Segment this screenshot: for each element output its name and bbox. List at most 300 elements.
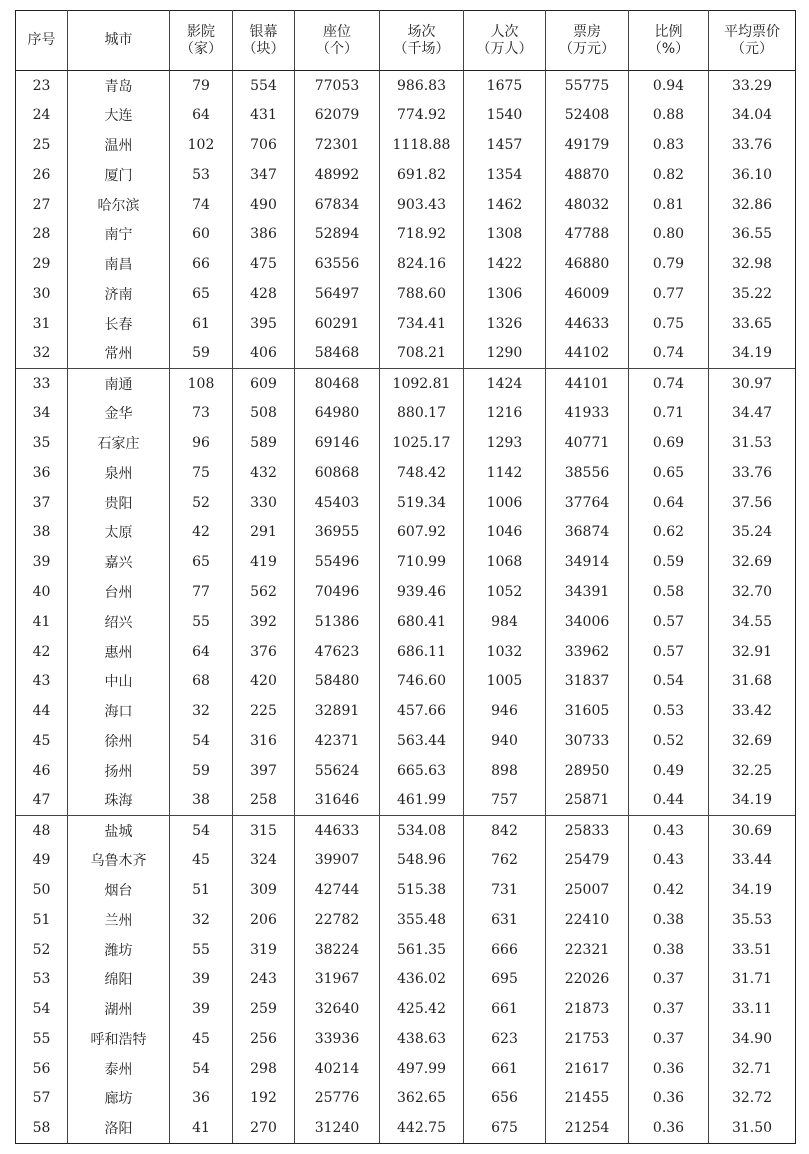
table-row [16, 339, 796, 369]
cell-screens: 706 [233, 130, 295, 160]
cell-shows: 746.60 [380, 666, 464, 696]
cell-share: 0.74 [629, 339, 709, 369]
table-row [16, 696, 796, 726]
cell-admissions: 1052 [464, 577, 546, 607]
cell-rank: 45 [16, 726, 68, 756]
cell-share: 0.58 [629, 577, 709, 607]
cell-avg-price: 31.68 [709, 666, 796, 696]
cell-seats: 42371 [295, 726, 380, 756]
cell-city: 潍坊 [68, 935, 170, 965]
cell-city: 绍兴 [68, 607, 170, 637]
cell-avg-price: 32.86 [709, 190, 796, 220]
header-box-office-unit: （万元） [559, 40, 615, 57]
cell-admissions: 675 [464, 1113, 546, 1143]
header-shows-unit: （千场） [393, 40, 450, 57]
cell-share: 0.53 [629, 696, 709, 726]
cell-seats: 31967 [295, 964, 380, 994]
cell-city: 南通 [68, 368, 170, 398]
cell-cinemas: 73 [170, 398, 233, 428]
cell-rank: 49 [16, 845, 68, 875]
cell-admissions: 1005 [464, 666, 546, 696]
cell-seats: 48992 [295, 160, 380, 190]
table-row [16, 756, 796, 786]
cell-screens: 397 [233, 756, 295, 786]
cell-screens: 259 [233, 994, 295, 1024]
cell-cinemas: 45 [170, 1024, 233, 1054]
cell-shows: 939.46 [380, 577, 464, 607]
table-row [16, 994, 796, 1024]
cell-city: 嘉兴 [68, 547, 170, 577]
cell-shows: 607.92 [380, 517, 464, 547]
cell-rank: 57 [16, 1084, 68, 1114]
header-rank [16, 11, 68, 71]
cell-share: 0.38 [629, 935, 709, 965]
cell-seats: 32640 [295, 994, 380, 1024]
header-avg-price [709, 11, 796, 71]
cell-cinemas: 42 [170, 517, 233, 547]
cell-cinemas: 36 [170, 1084, 233, 1114]
cell-cinemas: 79 [170, 71, 233, 101]
cell-seats: 47623 [295, 637, 380, 667]
cell-avg-price: 33.51 [709, 935, 796, 965]
cell-share: 0.64 [629, 488, 709, 518]
cell-box-office: 36874 [546, 517, 629, 547]
cell-box-office: 31605 [546, 696, 629, 726]
cell-seats: 22782 [295, 905, 380, 935]
header-city [68, 11, 170, 71]
cell-shows: 561.35 [380, 935, 464, 965]
table-header-row [16, 11, 796, 71]
cell-share: 0.88 [629, 100, 709, 130]
cell-share: 0.81 [629, 190, 709, 220]
table-row [16, 368, 796, 398]
cell-share: 0.37 [629, 994, 709, 1024]
cell-city: 青岛 [68, 71, 170, 101]
cell-cinemas: 52 [170, 488, 233, 518]
cell-avg-price: 36.10 [709, 160, 796, 190]
cell-cinemas: 68 [170, 666, 233, 696]
cell-box-office: 41933 [546, 398, 629, 428]
cell-seats: 42744 [295, 875, 380, 905]
cell-rank: 55 [16, 1024, 68, 1054]
cell-box-office: 46009 [546, 279, 629, 309]
cell-avg-price: 34.90 [709, 1024, 796, 1054]
cell-cinemas: 54 [170, 726, 233, 756]
cell-rank: 51 [16, 905, 68, 935]
cell-avg-price: 33.65 [709, 309, 796, 339]
cell-avg-price: 33.29 [709, 71, 796, 101]
cell-shows: 734.41 [380, 309, 464, 339]
cell-avg-price: 36.55 [709, 219, 796, 249]
cell-box-office: 22026 [546, 964, 629, 994]
cell-admissions: 1142 [464, 458, 546, 488]
cell-screens: 309 [233, 875, 295, 905]
cell-avg-price: 30.97 [709, 368, 796, 398]
cell-screens: 347 [233, 160, 295, 190]
cell-avg-price: 35.24 [709, 517, 796, 547]
cell-shows: 563.44 [380, 726, 464, 756]
cell-box-office: 44101 [546, 368, 629, 398]
cell-city: 常州 [68, 339, 170, 369]
cell-avg-price: 34.19 [709, 339, 796, 369]
header-share-label: 比例 [654, 23, 683, 40]
cell-cinemas: 32 [170, 905, 233, 935]
cell-seats: 64980 [295, 398, 380, 428]
cell-avg-price: 31.50 [709, 1113, 796, 1143]
table-row [16, 1024, 796, 1054]
cell-seats: 25776 [295, 1084, 380, 1114]
cell-city: 兰州 [68, 905, 170, 935]
cell-seats: 70496 [295, 577, 380, 607]
header-cinemas [170, 11, 233, 71]
cell-avg-price: 34.55 [709, 607, 796, 637]
cell-admissions: 661 [464, 1054, 546, 1084]
cell-city: 南昌 [68, 249, 170, 279]
cell-box-office: 37764 [546, 488, 629, 518]
cell-seats: 52894 [295, 219, 380, 249]
table-body [16, 71, 796, 1144]
cell-city: 贵阳 [68, 488, 170, 518]
cell-cinemas: 59 [170, 339, 233, 369]
box-office-table [15, 10, 796, 1144]
cell-share: 0.79 [629, 249, 709, 279]
table-row [16, 577, 796, 607]
cell-box-office: 38556 [546, 458, 629, 488]
cell-city: 廊坊 [68, 1084, 170, 1114]
cell-shows: 534.08 [380, 815, 464, 845]
cell-seats: 69146 [295, 428, 380, 458]
cell-share: 0.44 [629, 786, 709, 816]
cell-city: 泉州 [68, 458, 170, 488]
table-row [16, 1113, 796, 1143]
cell-rank: 35 [16, 428, 68, 458]
cell-rank: 28 [16, 219, 68, 249]
cell-shows: 1025.17 [380, 428, 464, 458]
cell-city: 石家庄 [68, 428, 170, 458]
cell-cinemas: 75 [170, 458, 233, 488]
cell-cinemas: 64 [170, 637, 233, 667]
cell-screens: 376 [233, 637, 295, 667]
cell-admissions: 1306 [464, 279, 546, 309]
cell-cinemas: 38 [170, 786, 233, 816]
cell-cinemas: 64 [170, 100, 233, 130]
cell-rank: 42 [16, 637, 68, 667]
cell-city: 湖州 [68, 994, 170, 1024]
cell-share: 0.36 [629, 1054, 709, 1084]
cell-screens: 270 [233, 1113, 295, 1143]
table-row [16, 964, 796, 994]
header-admissions-unit: （万人） [476, 40, 533, 57]
header-rank-label: 序号 [27, 32, 56, 48]
cell-rank: 36 [16, 458, 68, 488]
table-row [16, 309, 796, 339]
cell-box-office: 49179 [546, 130, 629, 160]
cell-screens: 316 [233, 726, 295, 756]
cell-shows: 680.41 [380, 607, 464, 637]
cell-city: 厦门 [68, 160, 170, 190]
header-box-office-label: 票房 [573, 23, 601, 40]
cell-screens: 206 [233, 905, 295, 935]
cell-seats: 58480 [295, 666, 380, 696]
header-city-label: 城市 [104, 32, 133, 48]
header-seats-label: 座位 [323, 23, 351, 40]
cell-city: 绵阳 [68, 964, 170, 994]
table-row [16, 71, 796, 101]
cell-cinemas: 65 [170, 547, 233, 577]
cell-admissions: 661 [464, 994, 546, 1024]
cell-city: 徐州 [68, 726, 170, 756]
cell-avg-price: 32.25 [709, 756, 796, 786]
cell-shows: 519.34 [380, 488, 464, 518]
cell-screens: 315 [233, 815, 295, 845]
cell-cinemas: 96 [170, 428, 233, 458]
cell-shows: 748.42 [380, 458, 464, 488]
cell-cinemas: 32 [170, 696, 233, 726]
cell-share: 0.37 [629, 964, 709, 994]
cell-shows: 515.38 [380, 875, 464, 905]
cell-share: 0.38 [629, 905, 709, 935]
cell-city: 台州 [68, 577, 170, 607]
cell-avg-price: 32.71 [709, 1054, 796, 1084]
cell-seats: 72301 [295, 130, 380, 160]
cell-box-office: 28950 [546, 756, 629, 786]
cell-admissions: 984 [464, 607, 546, 637]
cell-box-office: 25007 [546, 875, 629, 905]
cell-share: 0.80 [629, 219, 709, 249]
cell-cinemas: 59 [170, 756, 233, 786]
cell-seats: 55624 [295, 756, 380, 786]
cell-screens: 192 [233, 1084, 295, 1114]
cell-shows: 665.63 [380, 756, 464, 786]
cell-avg-price: 33.11 [709, 994, 796, 1024]
cell-avg-price: 30.69 [709, 815, 796, 845]
cell-admissions: 666 [464, 935, 546, 965]
cell-box-office: 34391 [546, 577, 629, 607]
cell-rank: 46 [16, 756, 68, 786]
cell-cinemas: 65 [170, 279, 233, 309]
cell-box-office: 21254 [546, 1113, 629, 1143]
cell-shows: 788.60 [380, 279, 464, 309]
cell-avg-price: 32.69 [709, 726, 796, 756]
cell-box-office: 33962 [546, 637, 629, 667]
cell-screens: 609 [233, 368, 295, 398]
cell-share: 0.43 [629, 815, 709, 845]
table-row [16, 398, 796, 428]
cell-share: 0.52 [629, 726, 709, 756]
cell-rank: 24 [16, 100, 68, 130]
table-row [16, 249, 796, 279]
cell-seats: 36955 [295, 517, 380, 547]
cell-cinemas: 61 [170, 309, 233, 339]
cell-screens: 475 [233, 249, 295, 279]
cell-share: 0.54 [629, 666, 709, 696]
cell-avg-price: 33.76 [709, 130, 796, 160]
cell-cinemas: 41 [170, 1113, 233, 1143]
cell-city: 惠州 [68, 637, 170, 667]
table-row [16, 666, 796, 696]
cell-share: 0.82 [629, 160, 709, 190]
cell-share: 0.62 [629, 517, 709, 547]
cell-seats: 31646 [295, 786, 380, 816]
table-row [16, 130, 796, 160]
cell-seats: 32891 [295, 696, 380, 726]
cell-admissions: 623 [464, 1024, 546, 1054]
cell-avg-price: 37.56 [709, 488, 796, 518]
cell-screens: 420 [233, 666, 295, 696]
cell-admissions: 731 [464, 875, 546, 905]
cell-screens: 298 [233, 1054, 295, 1084]
cell-rank: 31 [16, 309, 68, 339]
cell-cinemas: 39 [170, 964, 233, 994]
cell-cinemas: 74 [170, 190, 233, 220]
header-screens-label: 银幕 [249, 23, 278, 40]
cell-screens: 508 [233, 398, 295, 428]
cell-city: 海口 [68, 696, 170, 726]
cell-screens: 431 [233, 100, 295, 130]
cell-admissions: 1675 [464, 71, 546, 101]
cell-admissions: 656 [464, 1084, 546, 1114]
cell-admissions: 898 [464, 756, 546, 786]
cell-seats: 55496 [295, 547, 380, 577]
cell-seats: 77053 [295, 71, 380, 101]
table-row [16, 905, 796, 935]
cell-box-office: 21873 [546, 994, 629, 1024]
cell-seats: 38224 [295, 935, 380, 965]
cell-box-office: 21617 [546, 1054, 629, 1084]
cell-rank: 52 [16, 935, 68, 965]
cell-shows: 880.17 [380, 398, 464, 428]
cell-seats: 44633 [295, 815, 380, 845]
cell-seats: 33936 [295, 1024, 380, 1054]
cell-avg-price: 34.19 [709, 786, 796, 816]
cell-admissions: 631 [464, 905, 546, 935]
cell-share: 0.83 [629, 130, 709, 160]
table-row [16, 488, 796, 518]
header-cinemas-unit: （家） [180, 40, 222, 57]
cell-rank: 53 [16, 964, 68, 994]
cell-cinemas: 55 [170, 935, 233, 965]
cell-admissions: 762 [464, 845, 546, 875]
cell-screens: 256 [233, 1024, 295, 1054]
cell-city: 长春 [68, 309, 170, 339]
cell-share: 0.37 [629, 1024, 709, 1054]
cell-shows: 1092.81 [380, 368, 464, 398]
cell-shows: 548.96 [380, 845, 464, 875]
cell-shows: 362.65 [380, 1084, 464, 1114]
cell-avg-price: 34.47 [709, 398, 796, 428]
cell-screens: 386 [233, 219, 295, 249]
table-row [16, 815, 796, 845]
cell-box-office: 55775 [546, 71, 629, 101]
cell-screens: 419 [233, 547, 295, 577]
cell-avg-price: 31.71 [709, 964, 796, 994]
cell-box-office: 25479 [546, 845, 629, 875]
table-row [16, 1084, 796, 1114]
cell-rank: 32 [16, 339, 68, 369]
table-row [16, 726, 796, 756]
cell-city: 哈尔滨 [68, 190, 170, 220]
cell-screens: 392 [233, 607, 295, 637]
cell-box-office: 25833 [546, 815, 629, 845]
cell-shows: 710.99 [380, 547, 464, 577]
cell-avg-price: 32.72 [709, 1084, 796, 1114]
table-row [16, 786, 796, 816]
cell-shows: 497.99 [380, 1054, 464, 1084]
cell-screens: 432 [233, 458, 295, 488]
cell-shows: 425.42 [380, 994, 464, 1024]
cell-avg-price: 32.98 [709, 249, 796, 279]
cell-screens: 243 [233, 964, 295, 994]
cell-admissions: 940 [464, 726, 546, 756]
cell-city: 呼和浩特 [68, 1024, 170, 1054]
header-seats-unit: （个） [316, 40, 358, 57]
cell-screens: 319 [233, 935, 295, 965]
cell-city: 金华 [68, 398, 170, 428]
cell-seats: 39907 [295, 845, 380, 875]
table-row [16, 547, 796, 577]
cell-shows: 691.82 [380, 160, 464, 190]
cell-avg-price: 35.22 [709, 279, 796, 309]
cell-city: 济南 [68, 279, 170, 309]
cell-box-office: 21455 [546, 1084, 629, 1114]
table-row [16, 607, 796, 637]
cell-share: 0.59 [629, 547, 709, 577]
cell-screens: 330 [233, 488, 295, 518]
cell-seats: 60868 [295, 458, 380, 488]
cell-rank: 43 [16, 666, 68, 696]
header-cinemas-label: 影院 [187, 23, 215, 40]
cell-rank: 47 [16, 786, 68, 816]
cell-box-office: 48870 [546, 160, 629, 190]
cell-screens: 395 [233, 309, 295, 339]
cell-avg-price: 33.42 [709, 696, 796, 726]
cell-rank: 41 [16, 607, 68, 637]
header-shows [380, 11, 464, 71]
box-office-table-container [15, 10, 795, 1144]
cell-avg-price: 33.76 [709, 458, 796, 488]
cell-seats: 80468 [295, 368, 380, 398]
table-row [16, 219, 796, 249]
cell-city: 大连 [68, 100, 170, 130]
cell-seats: 63556 [295, 249, 380, 279]
cell-city: 洛阳 [68, 1113, 170, 1143]
cell-shows: 903.43 [380, 190, 464, 220]
cell-box-office: 22321 [546, 935, 629, 965]
table-row [16, 845, 796, 875]
cell-screens: 589 [233, 428, 295, 458]
header-admissions-label: 人次 [490, 23, 519, 40]
cell-rank: 48 [16, 815, 68, 845]
cell-admissions: 757 [464, 786, 546, 816]
header-avg-price-label: 平均票价 [724, 23, 780, 40]
cell-avg-price: 34.19 [709, 875, 796, 905]
table-row [16, 428, 796, 458]
cell-admissions: 1216 [464, 398, 546, 428]
cell-box-office: 52408 [546, 100, 629, 130]
cell-share: 0.57 [629, 607, 709, 637]
cell-screens: 324 [233, 845, 295, 875]
cell-share: 0.94 [629, 71, 709, 101]
cell-box-office: 25871 [546, 786, 629, 816]
cell-shows: 457.66 [380, 696, 464, 726]
cell-screens: 428 [233, 279, 295, 309]
cell-admissions: 1354 [464, 160, 546, 190]
cell-rank: 58 [16, 1113, 68, 1143]
cell-share: 0.57 [629, 637, 709, 667]
cell-cinemas: 60 [170, 219, 233, 249]
cell-seats: 60291 [295, 309, 380, 339]
cell-avg-price: 33.44 [709, 845, 796, 875]
